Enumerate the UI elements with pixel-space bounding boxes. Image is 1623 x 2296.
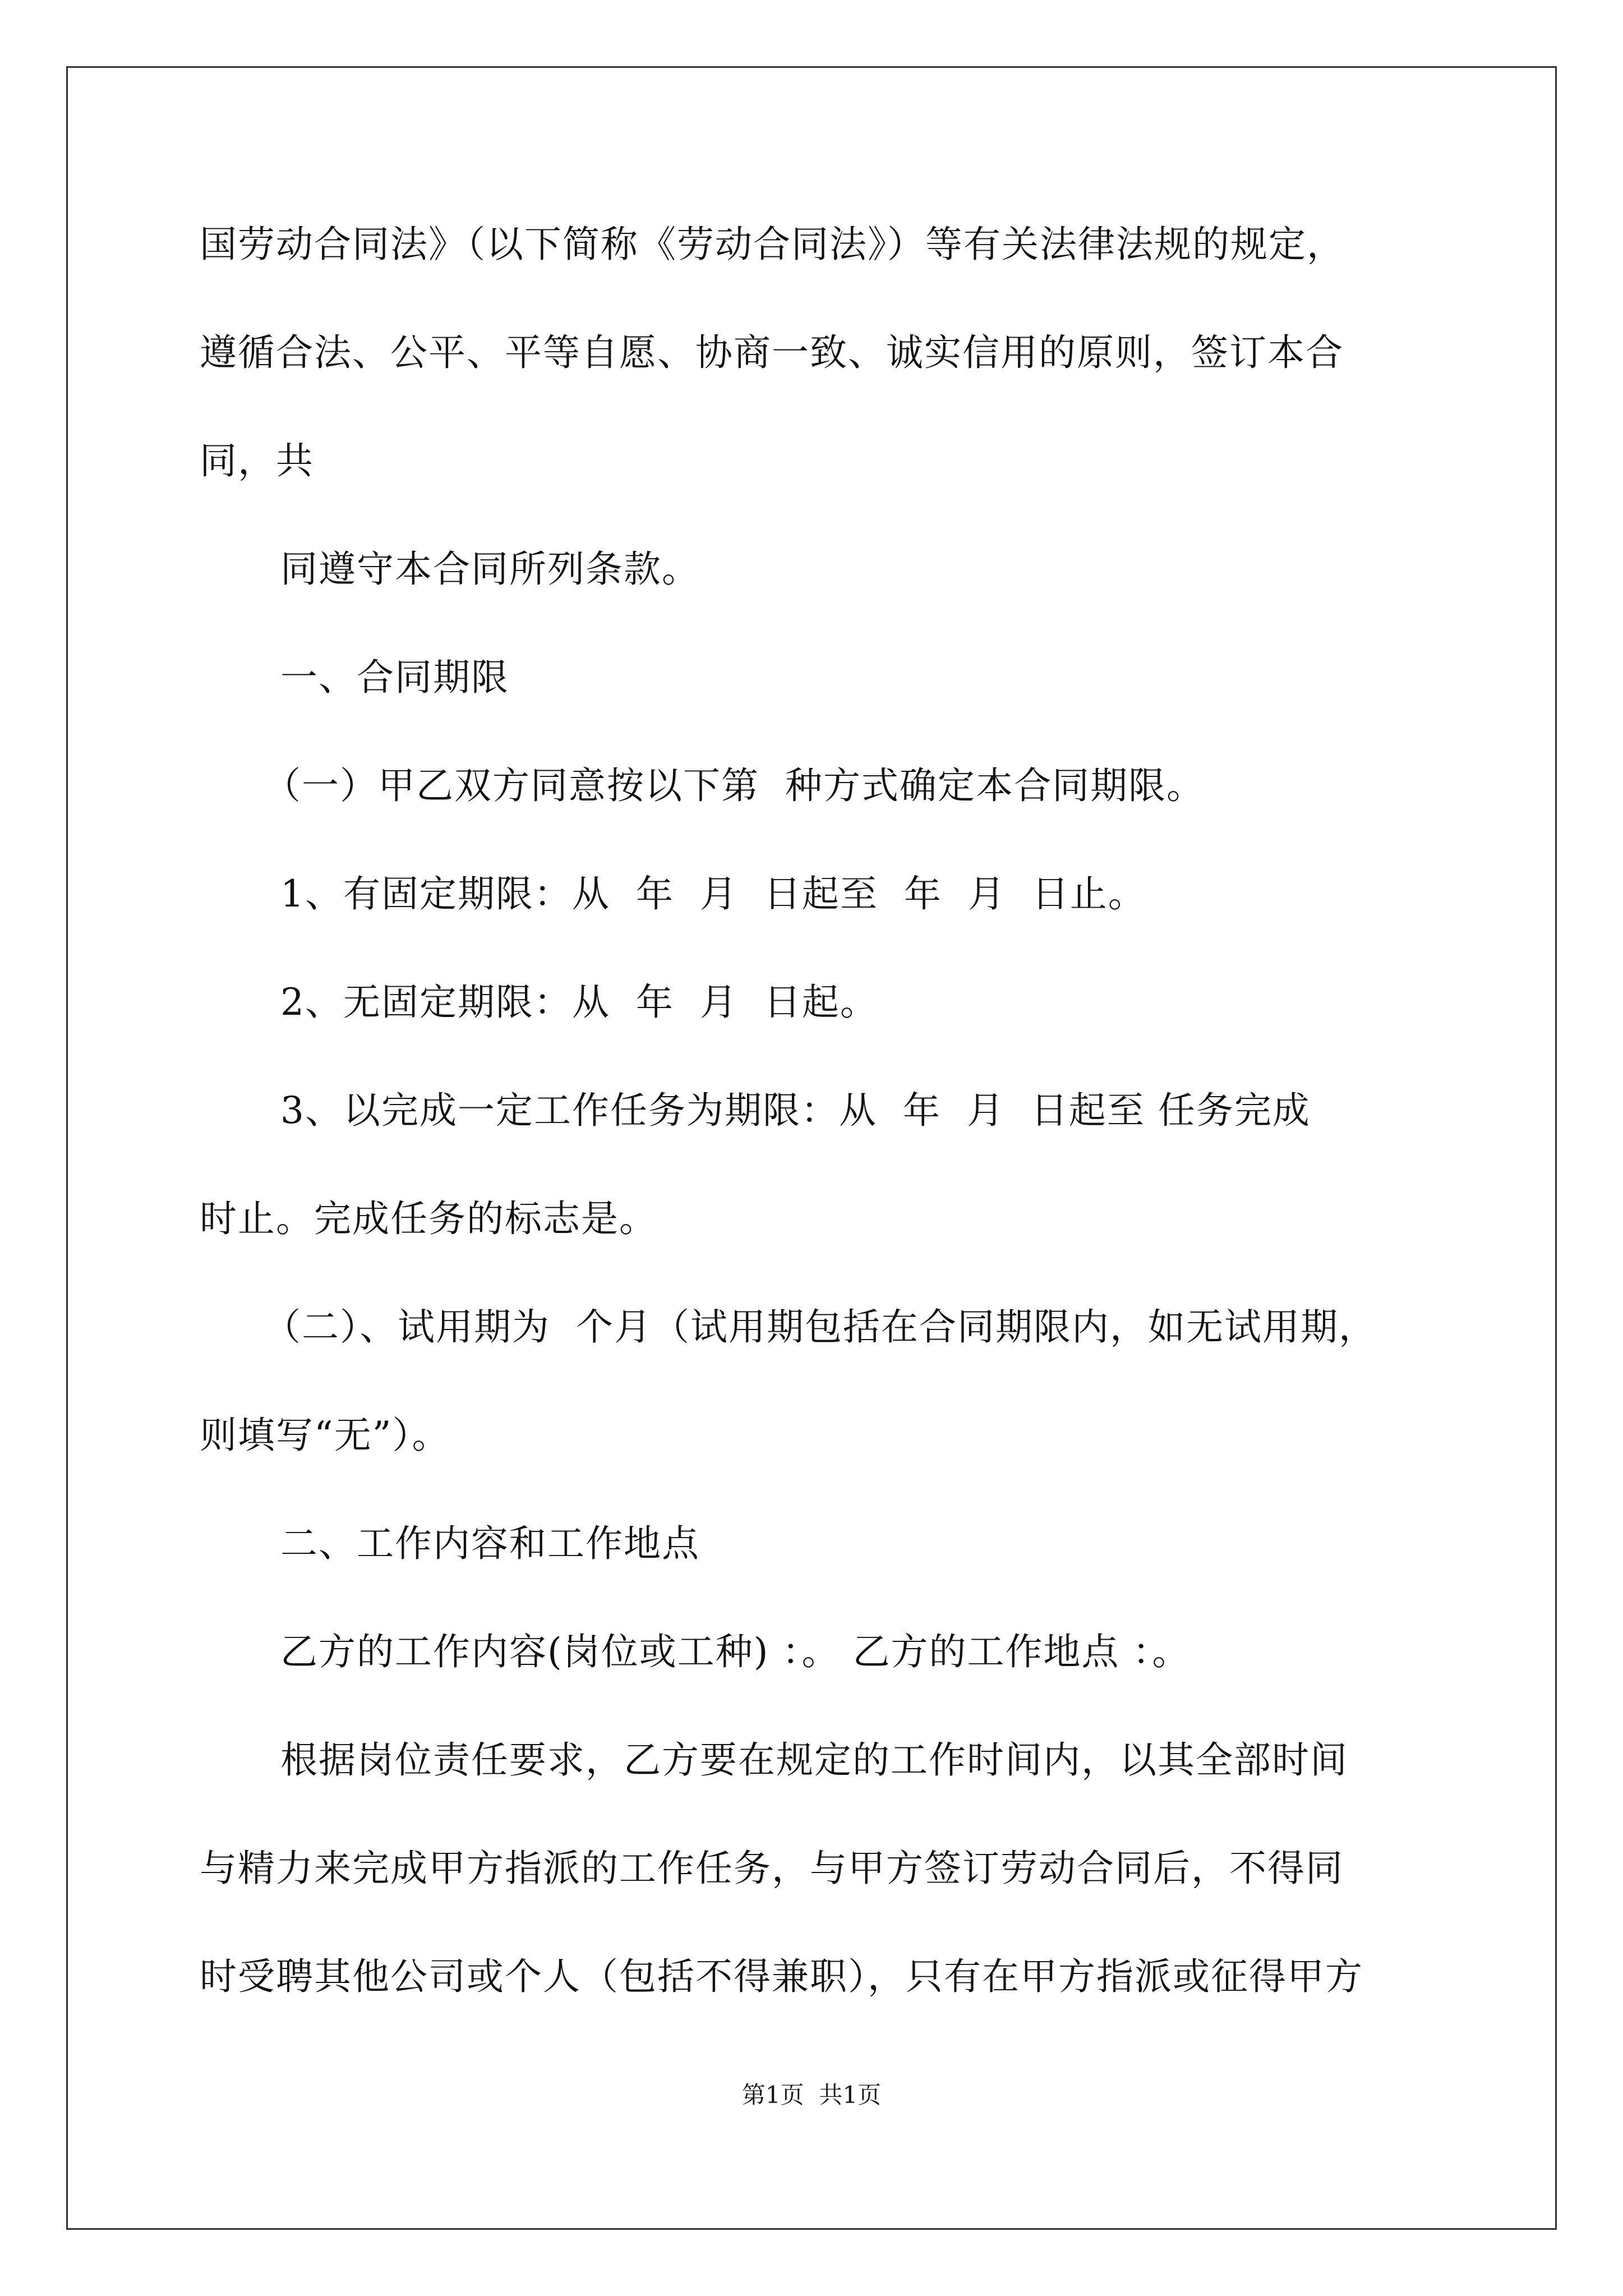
text-line: 与精力来完成甲方指派的工作任务，与甲方签订劳动合同后，不得同 bbox=[200, 1847, 1344, 1890]
text-line: 时止。完成任务的标志是。 bbox=[200, 1197, 657, 1240]
text-line: （二）、试用期为 个月（试用期包括在合同期限内，如无试用期， bbox=[264, 1305, 1377, 1349]
text-line: 遵循合法、公平、平等自愿、协商一致、诚实信用的原则，签订本合 bbox=[200, 331, 1344, 374]
page-border bbox=[66, 66, 1557, 2230]
section-heading: 一、合同期限 bbox=[280, 656, 509, 699]
text-line: 根据岗位责任要求，乙方要在规定的工作时间内，以其全部时间 bbox=[280, 1738, 1348, 1782]
text-line: 则填写“无”）。 bbox=[200, 1414, 450, 1457]
text-line: （一）甲乙双方同意按以下第 种方式确定本合同期限。 bbox=[264, 764, 1205, 807]
page-number-footer: 第1页 共1页 bbox=[741, 2081, 882, 2109]
section-heading: 二、工作内容和工作地点 bbox=[280, 1522, 700, 1565]
text-line: 同，共 bbox=[200, 439, 314, 482]
text-line: 同遵守本合同所列条款。 bbox=[280, 547, 700, 591]
text-line: 1、有固定期限：从 年 月 日起至 年 月 日止。 bbox=[280, 872, 1146, 915]
text-line: 乙方的工作内容(岗位或工种) ：。 乙方的工作地点 ：。 bbox=[280, 1630, 1191, 1673]
text-line: 3、以完成一定工作任务为期限：从 年 月 日起至 任务完成 bbox=[280, 1089, 1311, 1132]
text-line: 时受聘其他公司或个人（包括不得兼职），只有在甲方指派或征得甲方 bbox=[200, 1955, 1363, 1998]
text-line: 国劳动合同法》（以下简称《劳动合同法》）等有关法律法规的规定， bbox=[200, 223, 1345, 266]
text-line: 2、无固定期限：从 年 月 日起。 bbox=[280, 981, 878, 1024]
